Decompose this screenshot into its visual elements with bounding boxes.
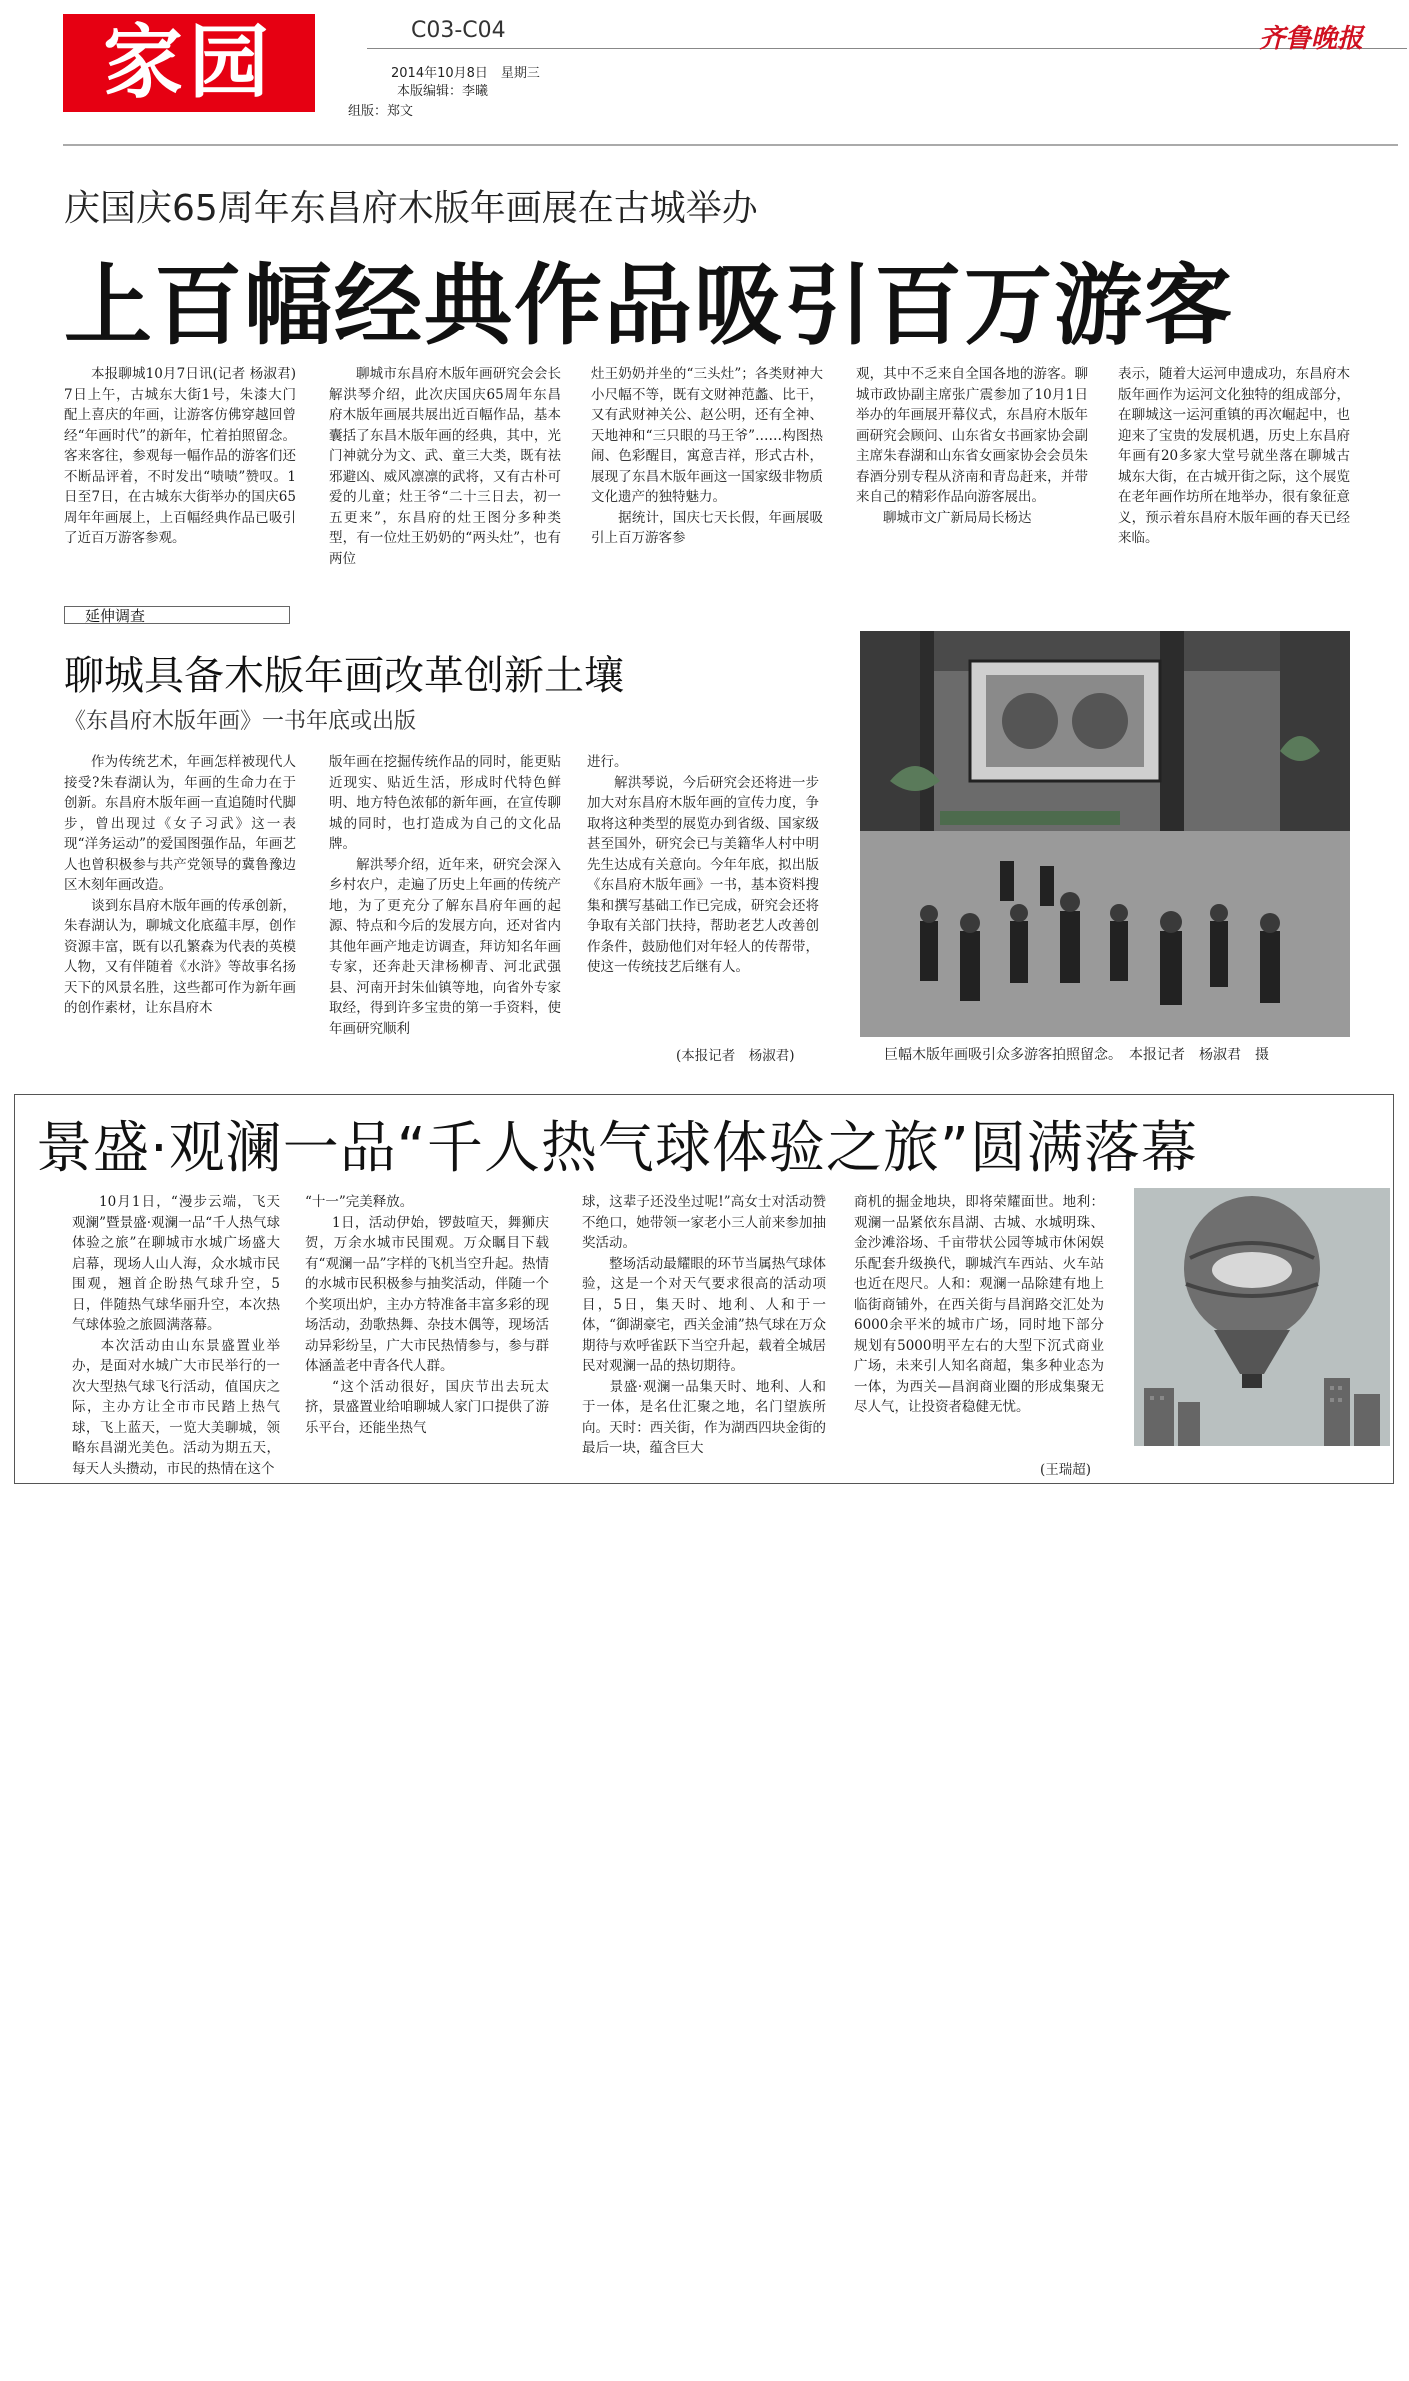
story1-column: 聊城市东昌府木版年画研究会会长解洪琴介绍，此次庆国庆65周年东昌府木版年画展共展出近百幅作品，基本囊括了东昌木版年画的经典，其中，光门神就分为文、武、童三大类，既有祛邪避凶、威风凛凛的武将，又有古朴可爱的儿童；灶王爷“二十三日去，初一五更来”，东昌府的灶王图分多种类型，有一位灶王奶奶的“两头灶”，也有两位 (329, 366, 561, 567)
story3-headline: 景盛·观澜一品“千人热气球体验之旅”圆满落幕 (36, 1116, 1198, 1181)
story2-column: 版年画在挖掘传统作品的同时，能更贴近现实、贴近生活，形成时代特色鲜明、地方特色浓郁的新年画，在宣传聊城的同时，也打造成为自己的文化品牌。 解洪琴介绍，近年来，研究会深入乡村农户，走遍了历史上年画的传统产地，为了更充分了解东昌府年画的起源、特点和今后的发展方向，还对省内其他年画产地走访调查，拜访知名年画专家，还奔赴天津杨柳青、河北武强县、河南开封朱仙镇等地，向省外专家取经，得到许多宝贵的第一手资料，使年画研究顺利 (329, 754, 561, 1037)
balloon-photo-illustration (1134, 1188, 1390, 1446)
paper-logo: 齐鲁晚报 (1258, 24, 1363, 54)
story1-headline: 上百幅经典作品吸引百万游客 (64, 254, 1235, 357)
story1-column: 灶王奶奶并坐的“三头灶”；各类财神大小尺幅不等，既有文财神范蠡、比干，又有武财神关公、赵公明，还有全神、天地神和“三只眼的马王爷”……构图热闹、色彩醒目，寓意吉祥，形式古朴，展现了东昌木版年画这一国家级非物质文化遗产的独特魅力。 据统计，国庆七天长假，年画展吸引上百万游客参 (591, 366, 823, 546)
section-logo: 家园 (63, 14, 315, 112)
story3-column: “十一”完美释放。 1日，活动伊始，锣鼓喧天，舞狮庆贺，万余水城市民围观。万众瞩目下载有“观澜一品”字样的飞机当空升起。热情的水城市民积极参与抽奖活动，伴随一个个奖项出炉，主办方特准备丰富多彩的现场活动，劲歌热舞、杂技木偶等，现场活动异彩纷呈，广大市民热情参与，参与群体涵盖老中青各代人群。 “这个活动很好，国庆节出去玩太挤，景盛置业给咱聊城人家门口提供了游乐平台，还能坐热气 (305, 1194, 549, 1436)
story2-subhead: 《东昌府木版年画》一书年底或出版 (64, 709, 417, 734)
exhibition-photo-illustration (860, 631, 1350, 1037)
story3-column: 球，这辈子还没坐过呢!”高女士对活动赞不绝口，她带领一家老小三人前来参加抽奖活动。 整场活动最耀眼的环节当属热气球体验，这是一个对天气要求很高的活动项目，5日，集天时、地利、人和于一体，“御湖豪宅，西关金浦”热气球在万众期待与欢呼雀跃下当空升起，载着全城居民对观澜一品的热切期待。 景盛·观澜一品集天时、地利、人和于一体，是名仕汇聚之地，名门望族所向。天时：西关街，作为湖西四块金街的最后一块，蕴含巨大 (582, 1194, 826, 1456)
masthead-divider (367, 48, 1407, 49)
story2-photo-caption: 巨幅木版年画吸引众多游客拍照留念。 本报记者 杨淑君 摄 (884, 1047, 1269, 1063)
story3-column: 10月1日，“漫步云端，飞天观澜”暨景盛·观澜一品“千人热气球体验之旅”在聊城市水城广场盛大启幕，现场人山人海，众水城市民围观，翘首企盼热气球升空，5日，伴随热气球华丽升空，本次热气球体验之旅圆满落幕。 本次活动由山东景盛置业举办，是面对水城广大市民举行的一次大型热气球飞行活动，值国庆之际，主办方让全市市民踏上热气球，飞上蓝天，一览大美聊城，领略东昌湖光美色。活动为期五天，每天人头攒动，市民的热情在这个 (72, 1194, 280, 1477)
hot-air-balloon-photo (1134, 1188, 1390, 1446)
story3-byline: (王瑞超) (1040, 1462, 1092, 1478)
story1-column: 本报聊城10月7日讯(记者 杨淑君) 7日上午，古城东大街1号，朱漆大门配上喜庆的年画，让游客仿佛穿越回曾经“年画时代”的新年，忙着拍照留念。客来客往，参观每一幅作品的游客们还不断品评着，不时发出“啧啧”赞叹。1日至7日，在古城东大街举办的国庆65周年年画展上，上百幅经典作品已吸引了近百万游客参观。 (64, 366, 296, 546)
header-rule (63, 144, 1398, 146)
story3-column: 商机的掘金地块，即将荣耀面世。地利：观澜一品紧依东昌湖、古城、水城明珠、金沙滩浴场、千亩带状公园等城市休闲娱乐配套升级换代，聊城汽车西站、火车站也近在咫尺。人和：观澜一品除建有地上临街商铺外，在西关街与昌润路交汇处为6000余平米的城市广场，同时地下部分规划有5000明平左右的大型下沉式商业广场，未来引人知名商超，集多种业态为一体，为西关—昌润商业圈的形成集聚无尽人气，让投资者稳健无忧。 (854, 1194, 1104, 1415)
layout-credit: 组版：郑文 (348, 104, 414, 119)
story1-column: 观，其中不乏来自全国各地的游客。聊城市政协副主席张广震参加了10月1日举办的年画展开幕仪式，东昌府木版年画研究会顾问、山东省女书画家协会副主席朱春湖和山东省女画家协会会员朱春酒分别专程从济南和青岛赶来，并带来自己的精彩作品向游客展出。 聊城市文广新局局长杨达 (856, 366, 1088, 526)
page-range: C03-C04 (411, 18, 506, 43)
editor-credit: 本版编辑：李曦 (397, 84, 489, 99)
masthead (63, 14, 1363, 140)
story1-column: 表示，随着大运河申遗成功，东昌府木版年画作为运河文化独特的组成部分，在聊城这一运河重镇的再次崛起中，也迎来了宝贵的发展机遇，历史上东昌府年画有20多家大堂号就坐落在聊城古城东大街，在古城开街之际，这个展览在老年画作坊所在地举办，很有象征意义，预示着东昌府木版年画的春天已经来临。 (1118, 366, 1350, 546)
woodblock-exhibition-photo (860, 631, 1350, 1037)
story2-column: 作为传统艺术，年画怎样被现代人接受?朱春湖认为，年画的生命力在于创新。东昌府木版年画一直追随时代脚步，曾出现过《女子习武》这一表现“洋务运动”的爱国图强作品，年画艺人也曾积极参与共产党领导的冀鲁豫边区木刻年画改造。 谈到东昌府木版年画的传承创新，朱春湖认为，聊城文化底蕴丰厚，创作资源丰富，既有以孔繁森为代表的英模人物，又有伴随着《水浒》等故事名扬天下的风景名胜，这些都可作为新年画的创作素材，让东昌府木 (64, 754, 296, 1016)
story2-tag: 延伸调查 (64, 606, 290, 624)
issue-date: 2014年10月8日 星期三 (391, 66, 540, 81)
story2-headline: 聊城具备木版年画改革创新土壤 (64, 653, 624, 699)
story2-byline: (本报记者 杨淑君) (676, 1048, 795, 1064)
story1-kicker: 庆国庆65周年东昌府木版年画展在古城举办 (64, 188, 758, 229)
story2-column: 进行。 解洪琴说，今后研究会还将进一步加大对东昌府木版年画的宣传力度，争取将这种类型的展览办到省级、国家级甚至国外，研究会已与美籍华人村中明先生达成有关意向。今年年底，拟出版《东昌府木版年画》一书，基本资料搜集和撰写基础工作已完成，研究会还将争取有关部门扶持，帮助老艺人改善创作条件，鼓励他们对年轻人的传帮带，使这一传统技艺后继有人。 (587, 754, 819, 975)
